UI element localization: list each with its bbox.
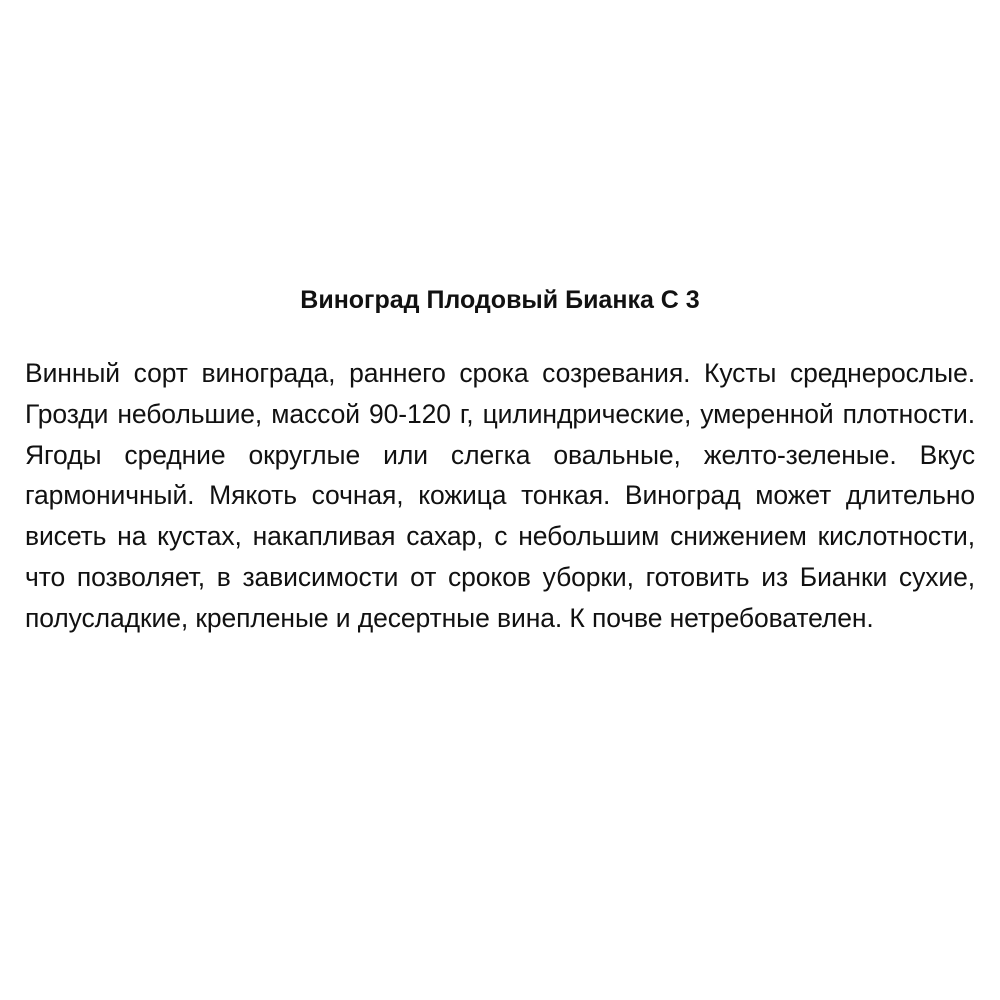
document-body — [25, 278, 975, 638]
document-description: Винный сорт винограда, раннего срока созревания. Кусты среднерослые. Грозди небольшие, массой 90-120 г, цилиндрические, умеренной плотности. Ягоды средние округлые или слегка овальные, желто-зеленые. Вкус гармоничный. Мякоть сочная, кожица тонкая. Виноград может длительно висеть на кустах, накапливая сахар, с небольшим снижением кислотности, что позволяет, в зависимости от сроков уборки, готовить из Бианки сухие, полусладкие, крепленые и десертные вина. К почве нетребователен. — [25, 358, 975, 633]
document-title: Виноград Плодовый Бианка С 3 — [300, 286, 700, 314]
